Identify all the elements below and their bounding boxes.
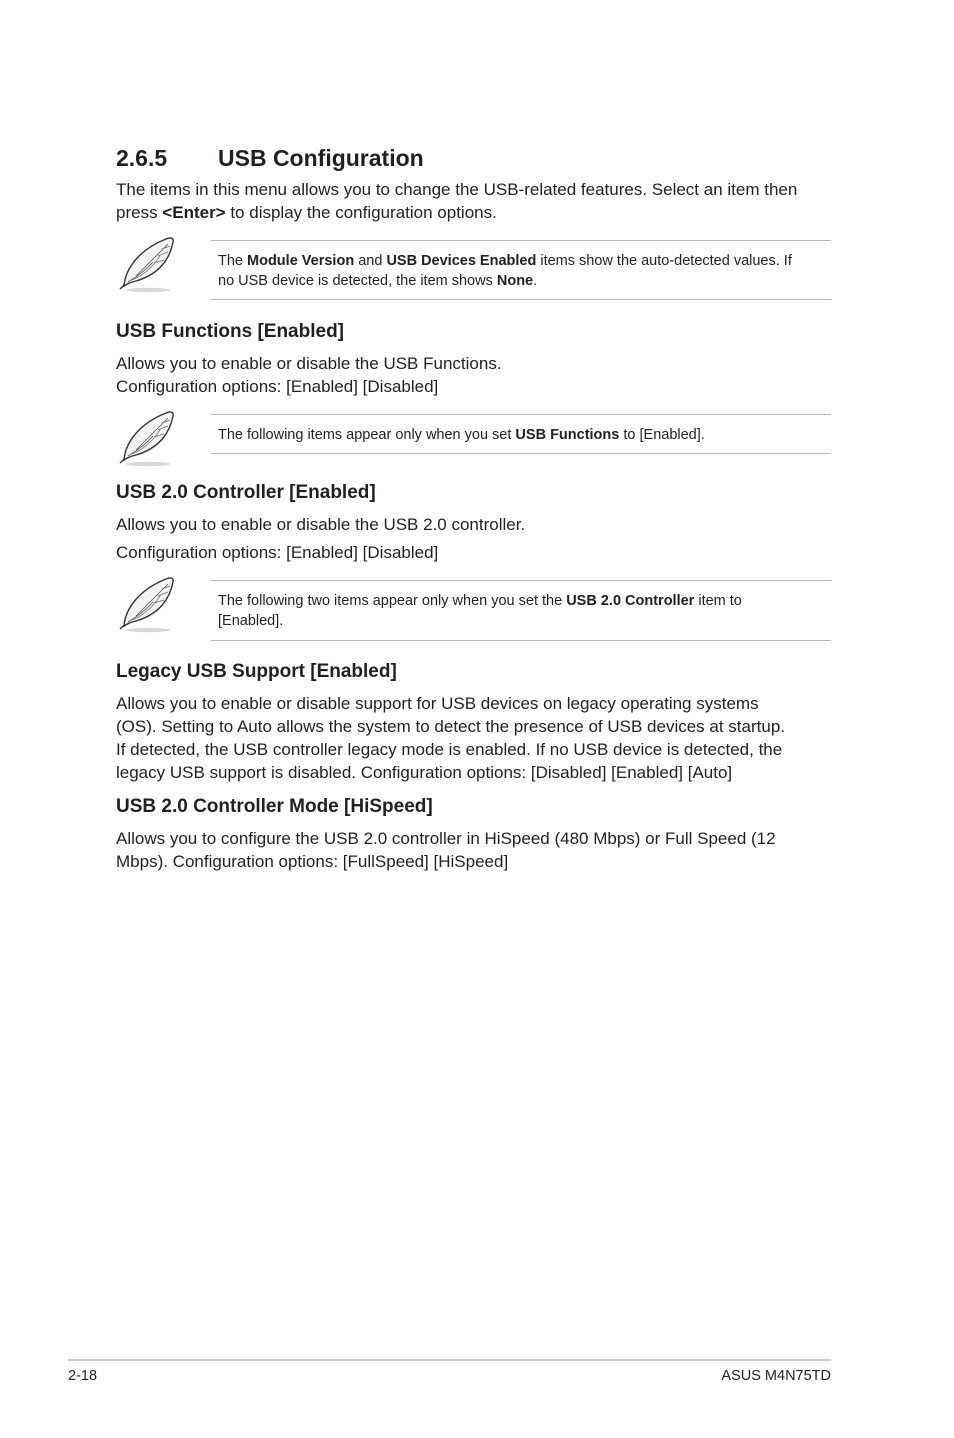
feather-quill-icon (116, 410, 178, 470)
note-module-version: The Module Version and USB Devices Enabled items show the auto-detected values. If no USB device is detected, the item shows None. (218, 253, 792, 289)
note-rule-bottom (211, 453, 831, 454)
note-usb-functions: The following items appear only when you set USB Functions to [Enabled]. (218, 427, 705, 443)
usb20-mode-desc: Allows you to configure the USB 2.0 controller in HiSpeed (480 Mbps) or Full Speed (12 Mbps). Configuration options: [FullSpeed] [HiSpeed] (116, 829, 776, 871)
intro-paragraph (116, 178, 836, 224)
legacy-usb-desc: Allows you to enable or disable support for USB devices on legacy operating systems (OS). Setting to Auto allows the system to detect the presence of USB devices at startup. If detected, the USB controller legacy mode is enabled. If no USB device is detected, the legacy USB support is disabled. Configuration options: [Disabled] [Enabled] [Auto] (116, 694, 786, 782)
page-number: 2-18 (68, 1368, 98, 1384)
intro-line-2: press <Enter> to display the configuration options. (116, 203, 497, 222)
usb20-controller-desc: Allows you to enable or disable the USB 2.0 controller. Configuration options: [Enabled] [Disabled] (116, 515, 526, 562)
feather-quill-icon (116, 236, 178, 296)
section-title: USB Configuration (218, 145, 424, 171)
section-heading (116, 145, 424, 172)
usb-functions-heading: USB Functions [Enabled] (116, 321, 344, 342)
enter-key: <Enter> (162, 203, 226, 222)
usb20-mode-heading: USB 2.0 Controller Mode [HiSpeed] (116, 796, 433, 817)
usb20-controller-heading: USB 2.0 Controller [Enabled] (116, 482, 376, 503)
feather-quill-icon (116, 576, 178, 636)
note-rule-bottom (211, 299, 831, 300)
product-name: ASUS M4N75TD (721, 1368, 831, 1384)
footer-rule (68, 1359, 831, 1361)
note-rule-bottom (211, 640, 831, 641)
note-rule-top (211, 580, 831, 581)
intro-line-1: The items in this menu allows you to change the USB-related features. Select an item then (116, 180, 798, 199)
usb-functions-desc: Allows you to enable or disable the USB Functions. Configuration options: [Enabled] [Disabled] (116, 354, 502, 396)
section-number: 2.6.5 (116, 145, 168, 171)
note-rule-top (211, 240, 831, 241)
legacy-usb-heading: Legacy USB Support [Enabled] (116, 661, 397, 682)
note-rule-top (211, 414, 831, 415)
note-usb20-controller: The following two items appear only when you set the USB 2.0 Controller item to [Enabled]. (218, 593, 742, 629)
